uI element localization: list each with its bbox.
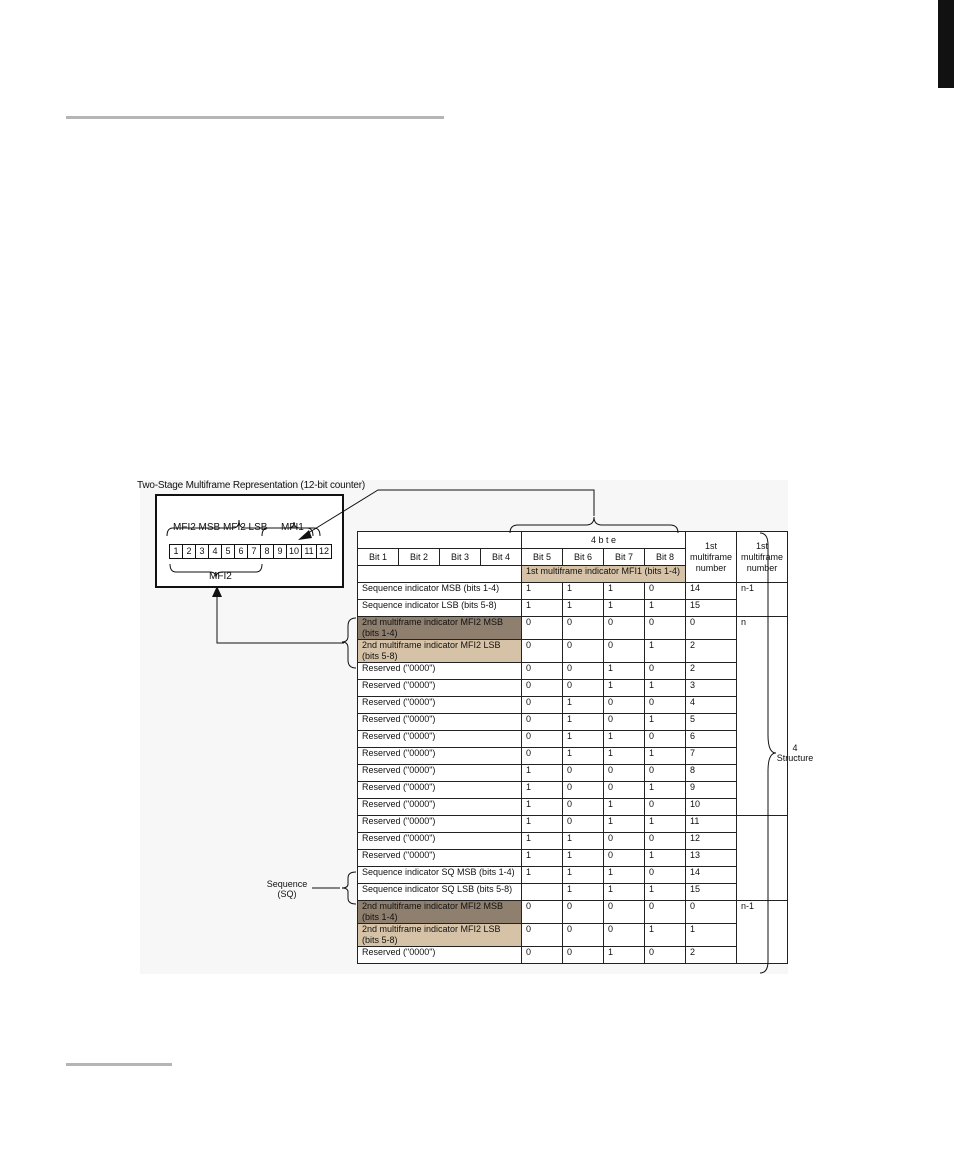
bit-value: 0 <box>563 901 604 924</box>
bit-value: 1 <box>645 714 686 731</box>
bit-value: 1 <box>563 884 604 901</box>
bit-header: Bit 5 <box>522 549 563 566</box>
bit-value: 1 <box>604 600 645 617</box>
col-num2-header: 1st multiframe number <box>737 532 788 583</box>
group-header: 4 b t e <box>522 532 686 549</box>
bit-value: 0 <box>563 947 604 964</box>
bit-value: 0 <box>522 714 563 731</box>
bit-header: Bit 3 <box>440 549 481 566</box>
bit-header: Bit 8 <box>645 549 686 566</box>
row-label: 2nd multiframe indicator MFI2 MSB (bits 1-4) <box>358 617 522 640</box>
counter-cell: 4 <box>208 544 222 559</box>
bit-value: 0 <box>604 714 645 731</box>
bit-value: 1 <box>563 850 604 867</box>
mfi2-rows-brace <box>342 618 356 668</box>
bit-value: 1 <box>604 799 645 816</box>
row-label: Reserved ("0000") <box>358 765 522 782</box>
bit-value: 1 <box>645 640 686 663</box>
bit-value: 1 <box>645 850 686 867</box>
row-label: Reserved ("0000") <box>358 748 522 765</box>
multiframe-number: 14 <box>686 867 737 884</box>
bit-value: 0 <box>563 799 604 816</box>
bit-value: 0 <box>563 765 604 782</box>
mfi2-arrowhead <box>212 586 222 597</box>
bit-value: 1 <box>522 816 563 833</box>
multiframe-number: 5 <box>686 714 737 731</box>
counter-cell: 11 <box>301 544 317 559</box>
multiframe-number: 0 <box>686 617 737 640</box>
multiframe-number: 8 <box>686 765 737 782</box>
counter-cell: 5 <box>221 544 235 559</box>
bit-value: 0 <box>604 697 645 714</box>
mfi2-label: MFI2 <box>209 571 232 582</box>
row-label: Reserved ("0000") <box>358 947 522 964</box>
row-label: 2nd multiframe indicator MFI2 MSB (bits 1-4) <box>358 901 522 924</box>
bit-value: 0 <box>645 799 686 816</box>
bit-value: 0 <box>645 833 686 850</box>
counter-cell: 9 <box>273 544 287 559</box>
counter-cell: 12 <box>316 544 332 559</box>
n-value: n-1 <box>737 901 788 964</box>
counter-cell: 2 <box>182 544 196 559</box>
bit-value: 1 <box>604 884 645 901</box>
multiframe-number: 1 <box>686 924 737 947</box>
bits58-brace <box>510 517 678 533</box>
bit-value: 1 <box>645 782 686 799</box>
bit-value: 1 <box>604 816 645 833</box>
row-label: Reserved ("0000") <box>358 782 522 799</box>
row-label: Reserved ("0000") <box>358 833 522 850</box>
bit-value: 0 <box>645 901 686 924</box>
bit-value: 1 <box>604 731 645 748</box>
bit-value: 0 <box>645 947 686 964</box>
multiframe-number: 4 <box>686 697 737 714</box>
n-value: n-1 <box>737 583 788 617</box>
row-label: Reserved ("0000") <box>358 799 522 816</box>
bit-value: 0 <box>604 640 645 663</box>
row-label: Reserved ("0000") <box>358 680 522 697</box>
bit-value: 0 <box>604 924 645 947</box>
bit-value: 1 <box>604 947 645 964</box>
mfi2-pointer-line <box>217 596 344 643</box>
bit-header: Bit 1 <box>358 549 399 566</box>
n-value: n <box>737 617 788 816</box>
bit-value: 1 <box>522 765 563 782</box>
bit-value: 0 <box>604 617 645 640</box>
figure-title: Two-Stage Multiframe Representation (12-bit counter) <box>137 480 366 491</box>
multiframe-number: 3 <box>686 680 737 697</box>
multiframe-number: 11 <box>686 816 737 833</box>
bit-value: 1 <box>645 884 686 901</box>
mfi2-lsb-label: MFI2 LSB <box>223 522 268 533</box>
bit-value: 1 <box>604 680 645 697</box>
bit-value: 1 <box>645 924 686 947</box>
bit-value: 1 <box>563 600 604 617</box>
row-label: 2nd multiframe indicator MFI2 LSB (bits 5-8) <box>358 924 522 947</box>
counter-cell: 6 <box>234 544 248 559</box>
row-label: Reserved ("0000") <box>358 697 522 714</box>
bit-value: 0 <box>522 731 563 748</box>
bit-value: 0 <box>645 617 686 640</box>
bit-value: 0 <box>645 697 686 714</box>
bit-value: 0 <box>522 901 563 924</box>
multiframe-number: 6 <box>686 731 737 748</box>
bit-value: 1 <box>563 731 604 748</box>
bit-value: 0 <box>563 617 604 640</box>
bit-value: 0 <box>604 850 645 867</box>
bit-value: 0 <box>522 663 563 680</box>
multiframe-number: 2 <box>686 947 737 964</box>
multiframe-number: 13 <box>686 850 737 867</box>
bit-value: 0 <box>563 640 604 663</box>
bit-value: 0 <box>522 748 563 765</box>
bit-value: 0 <box>522 697 563 714</box>
bit-value: 1 <box>604 663 645 680</box>
bit-value: 1 <box>522 867 563 884</box>
bit-value: 0 <box>604 901 645 924</box>
multiframe-number: 7 <box>686 748 737 765</box>
multiframe-number: 14 <box>686 583 737 600</box>
counter-cell: 3 <box>195 544 209 559</box>
bit-value: 0 <box>645 583 686 600</box>
bit-value: 1 <box>563 697 604 714</box>
bit-value: 0 <box>645 731 686 748</box>
multiframe-number: 15 <box>686 600 737 617</box>
mfi1-label: MFI1 <box>281 522 304 533</box>
counter-cell: 10 <box>286 544 302 559</box>
bit-value: 0 <box>645 663 686 680</box>
bit-value: 0 <box>563 782 604 799</box>
row-label: Sequence indicator MSB (bits 1-4) <box>358 583 522 600</box>
counter-cell: 1 <box>169 544 183 559</box>
bit-value: 0 <box>645 765 686 782</box>
row-label: 2nd multiframe indicator MFI2 LSB (bits 5-8) <box>358 640 522 663</box>
bit-value: 0 <box>563 680 604 697</box>
bit-value: 1 <box>522 583 563 600</box>
mfi2-bottom-brace <box>170 564 262 578</box>
bit-value: 0 <box>522 947 563 964</box>
row-label: Sequence indicator SQ MSB (bits 1-4) <box>358 867 522 884</box>
bit-value: 0 <box>563 924 604 947</box>
bit-value: 1 <box>645 816 686 833</box>
structure-label: 4 Structure <box>776 743 814 763</box>
row-label: Sequence indicator SQ LSB (bits 5-8) <box>358 884 522 901</box>
bit-value: 0 <box>522 640 563 663</box>
multiframe-number: 9 <box>686 782 737 799</box>
multiframe-number: 2 <box>686 640 737 663</box>
counter-cell: 8 <box>260 544 274 559</box>
bit-value: 0 <box>563 663 604 680</box>
row-label: Reserved ("0000") <box>358 731 522 748</box>
bit-value: 0 <box>645 867 686 884</box>
bit-header: Bit 6 <box>563 549 604 566</box>
row-label: Sequence indicator LSB (bits 5-8) <box>358 600 522 617</box>
mfi1-pointer-line <box>305 490 594 535</box>
bit-value: 1 <box>563 833 604 850</box>
bit-value: 1 <box>645 680 686 697</box>
sq-rows-brace <box>342 872 356 904</box>
bit-value: 1 <box>604 867 645 884</box>
col-num1-header: 1st multiframe number <box>686 532 737 583</box>
bit-value: 1 <box>522 782 563 799</box>
multiframe-number: 2 <box>686 663 737 680</box>
row-label: Reserved ("0000") <box>358 714 522 731</box>
bit-header: Bit 4 <box>481 549 522 566</box>
bit-header: Bit 2 <box>399 549 440 566</box>
bit-value: 1 <box>522 833 563 850</box>
bit-value: 1 <box>522 799 563 816</box>
bit-value: 1 <box>522 600 563 617</box>
bit-value: 1 <box>645 748 686 765</box>
counter-cell: 7 <box>247 544 261 559</box>
bit-value: 1 <box>604 583 645 600</box>
mfi2-msb-label: MFI2 MSB <box>173 522 221 533</box>
row-label: Reserved ("0000") <box>358 816 522 833</box>
bit-value: 0 <box>604 833 645 850</box>
bit-value: 1 <box>563 714 604 731</box>
row-label: Reserved ("0000") <box>358 663 522 680</box>
bit-value: 1 <box>563 867 604 884</box>
bit-header: Bit 7 <box>604 549 645 566</box>
row-label: Reserved ("0000") <box>358 850 522 867</box>
bit-value: 0 <box>522 924 563 947</box>
bit-value: 0 <box>522 680 563 697</box>
multiframe-number: 0 <box>686 901 737 924</box>
structure-brace <box>760 533 776 973</box>
bit-value: 1 <box>522 850 563 867</box>
multiframe-number: 10 <box>686 799 737 816</box>
multiframe-number: 15 <box>686 884 737 901</box>
bit-value: 1 <box>604 748 645 765</box>
mfi1-header: 1st multiframe indicator MFI1 (bits 1-4) <box>522 566 686 583</box>
bit-value: 0 <box>604 782 645 799</box>
sequence-label: Sequence (SQ) <box>266 879 308 899</box>
bit-value: 1 <box>563 748 604 765</box>
bit-value: 0 <box>522 617 563 640</box>
multiframe-number: 12 <box>686 833 737 850</box>
bit-value: 1 <box>645 600 686 617</box>
bit-value: 1 <box>563 583 604 600</box>
bit-value: 0 <box>604 765 645 782</box>
bit-value: 0 <box>563 816 604 833</box>
